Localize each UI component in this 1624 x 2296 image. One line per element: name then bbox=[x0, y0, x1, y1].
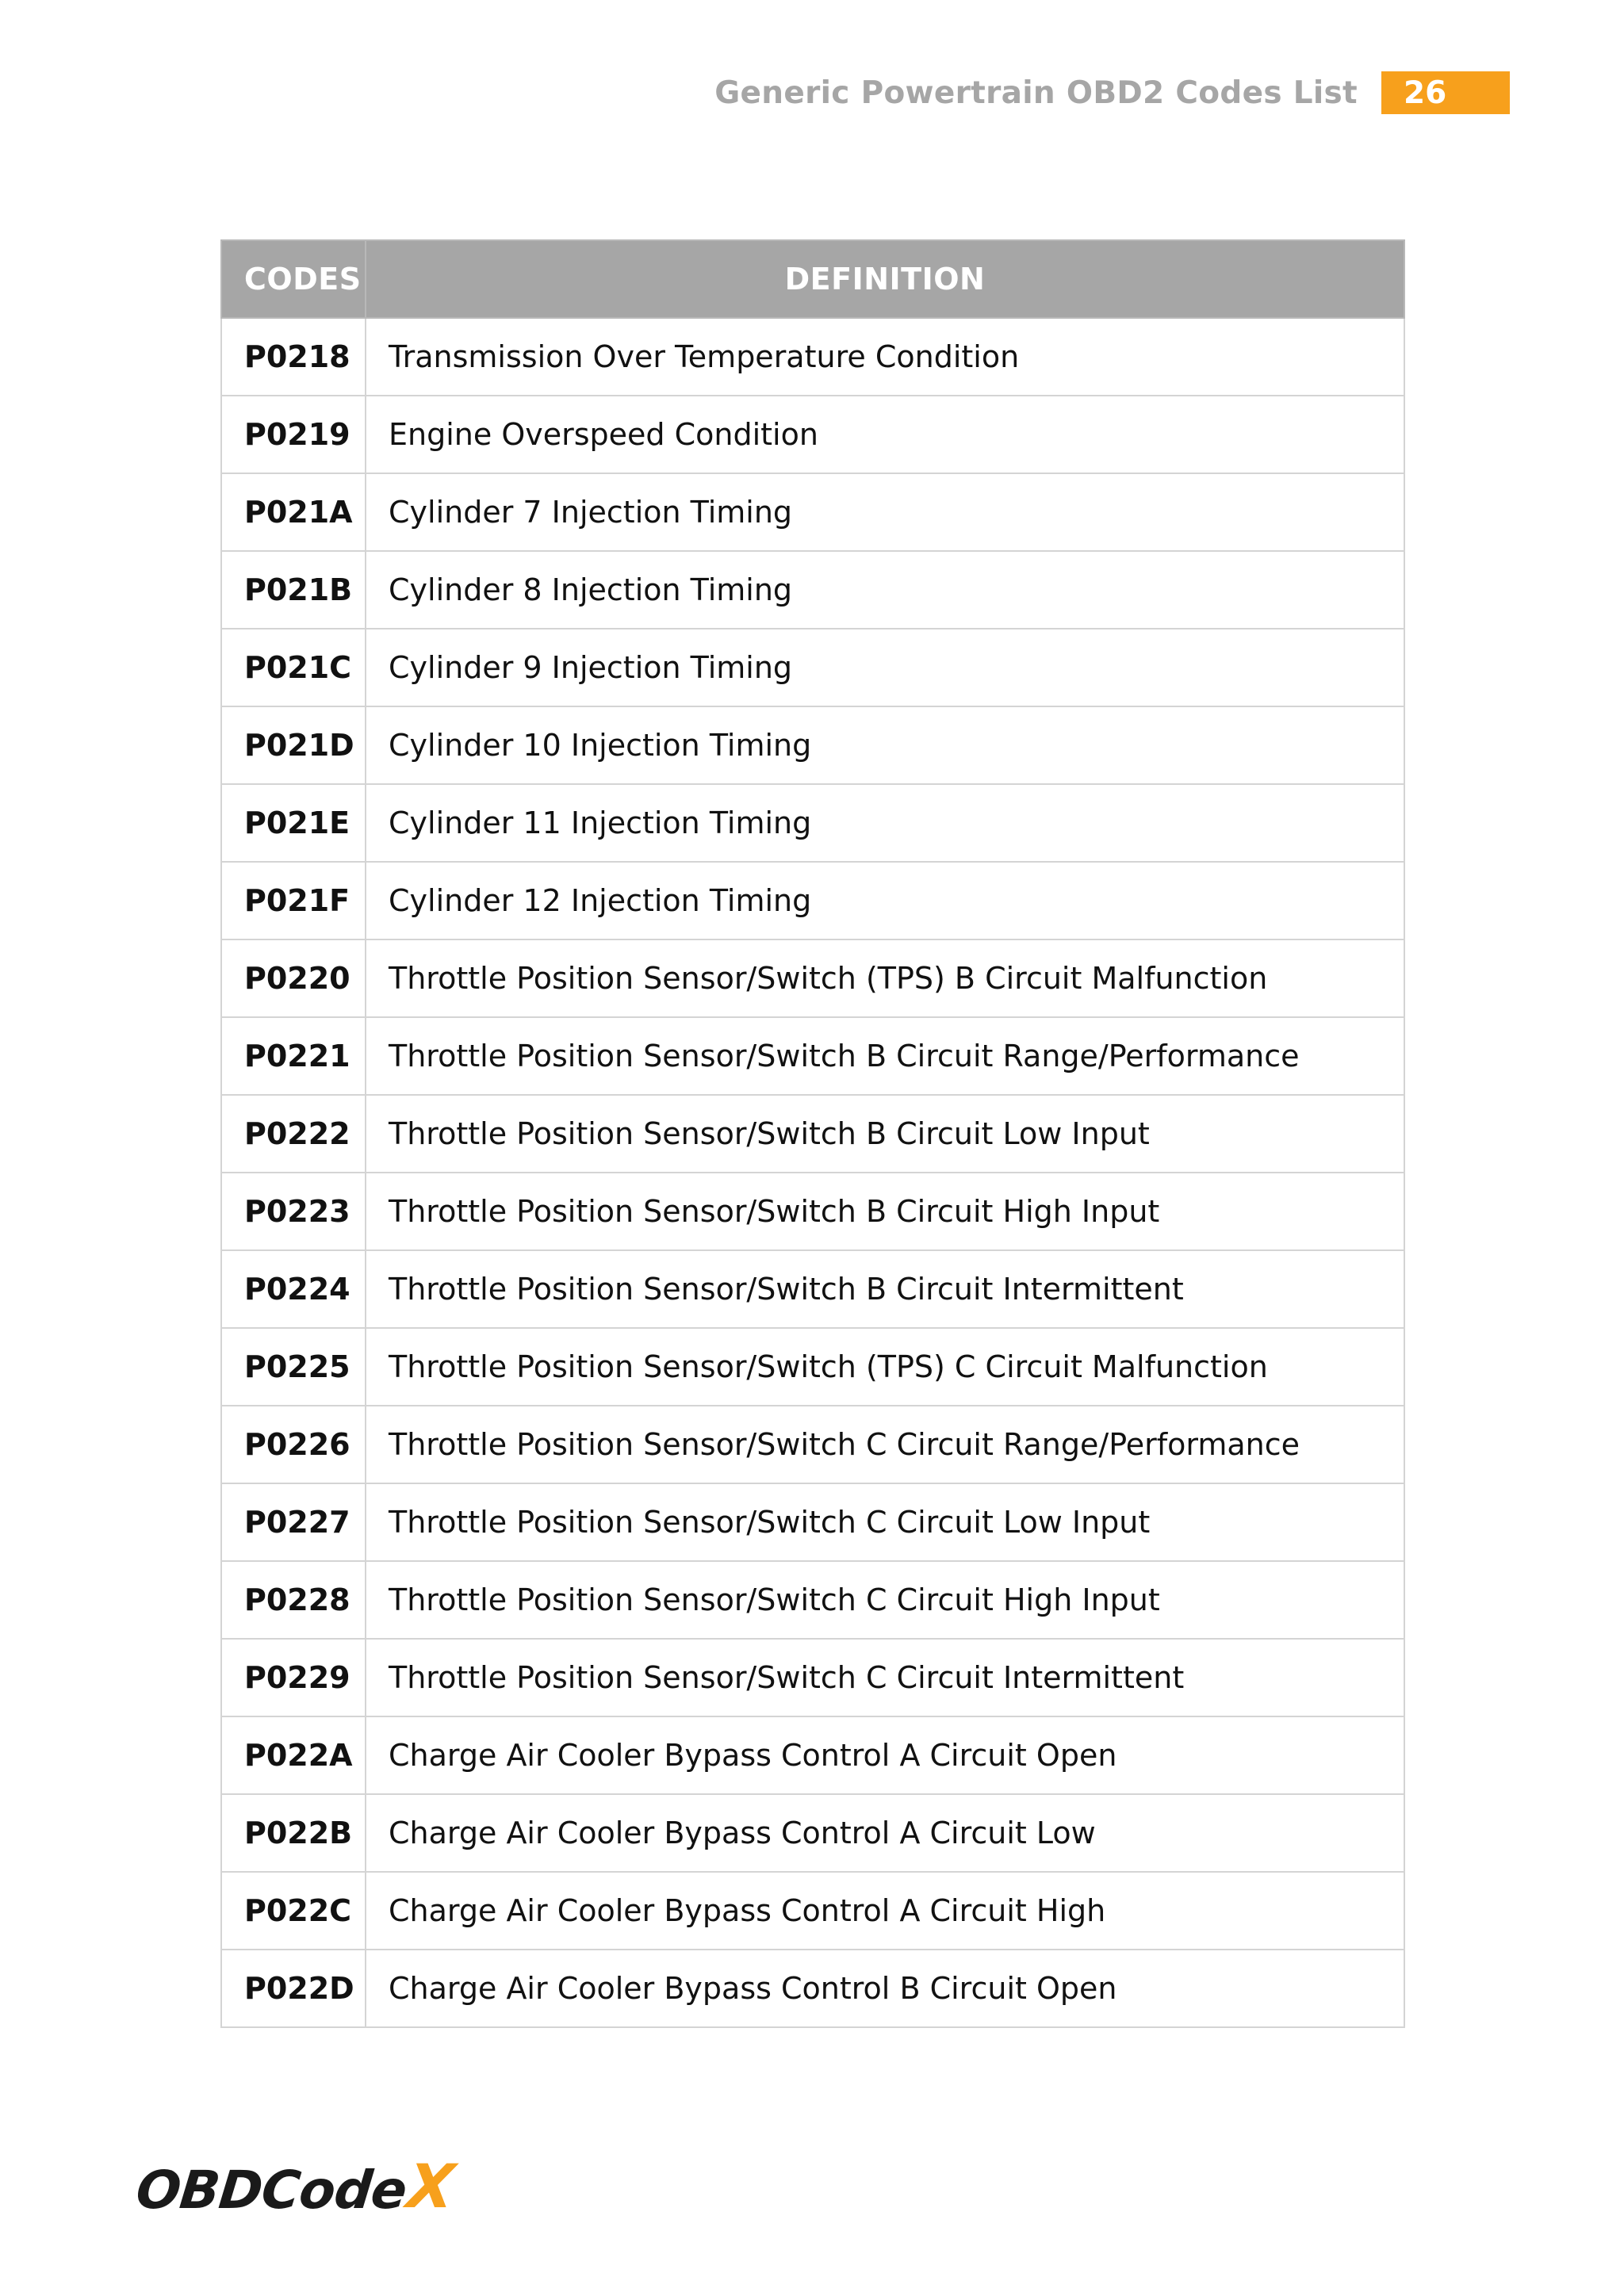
definition-cell: Throttle Position Sensor/Switch C Circuit Intermittent bbox=[366, 1639, 1404, 1716]
definition-cell: Cylinder 8 Injection Timing bbox=[366, 551, 1404, 629]
code-cell: P021F bbox=[221, 862, 366, 939]
obdcodex-logo bbox=[133, 2145, 458, 2221]
definition-cell: Engine Overspeed Condition bbox=[366, 396, 1404, 473]
code-cell: P0222 bbox=[221, 1095, 366, 1173]
table-row bbox=[221, 396, 1404, 473]
table-row bbox=[221, 1483, 1404, 1561]
definition-cell: Throttle Position Sensor/Switch (TPS) C Circuit Malfunction bbox=[366, 1328, 1404, 1406]
column-header-definition: DEFINITION bbox=[366, 240, 1404, 318]
definition-cell: Throttle Position Sensor/Switch B Circuit Low Input bbox=[366, 1095, 1404, 1173]
table-row bbox=[221, 862, 1404, 939]
code-cell: P0227 bbox=[221, 1483, 366, 1561]
document-title: Generic Powertrain OBD2 Codes List bbox=[714, 75, 1358, 111]
definition-cell: Cylinder 7 Injection Timing bbox=[366, 473, 1404, 551]
definition-cell: Throttle Position Sensor/Switch (TPS) B Circuit Malfunction bbox=[366, 939, 1404, 1017]
table-row bbox=[221, 1017, 1404, 1095]
table-row bbox=[221, 1716, 1404, 1794]
definition-cell: Throttle Position Sensor/Switch C Circuit Low Input bbox=[366, 1483, 1404, 1561]
code-cell: P0226 bbox=[221, 1406, 366, 1483]
table-row bbox=[221, 1561, 1404, 1639]
table-row bbox=[221, 473, 1404, 551]
logo-wordmark: OBDCode bbox=[133, 2160, 410, 2221]
code-cell: P021A bbox=[221, 473, 366, 551]
code-cell: P0220 bbox=[221, 939, 366, 1017]
table-row bbox=[221, 1095, 1404, 1173]
logo-x-mark: X bbox=[404, 2151, 458, 2221]
code-cell: P0223 bbox=[221, 1173, 366, 1250]
definition-cell: Throttle Position Sensor/Switch B Circuit Range/Performance bbox=[366, 1017, 1404, 1095]
table-row bbox=[221, 1250, 1404, 1328]
definition-cell: Charge Air Cooler Bypass Control A Circuit Low bbox=[366, 1794, 1404, 1872]
definition-cell: Cylinder 10 Injection Timing bbox=[366, 706, 1404, 784]
table-row bbox=[221, 1639, 1404, 1716]
table-header-row bbox=[221, 240, 1404, 318]
table-row bbox=[221, 1173, 1404, 1250]
table-row bbox=[221, 1406, 1404, 1483]
definition-cell: Charge Air Cooler Bypass Control A Circuit High bbox=[366, 1872, 1404, 1950]
code-cell: P0221 bbox=[221, 1017, 366, 1095]
definition-cell: Cylinder 12 Injection Timing bbox=[366, 862, 1404, 939]
table-row bbox=[221, 551, 1404, 629]
code-cell: P0224 bbox=[221, 1250, 366, 1328]
definition-cell: Throttle Position Sensor/Switch B Circuit Intermittent bbox=[366, 1250, 1404, 1328]
column-header-codes: CODES bbox=[221, 240, 366, 318]
code-cell: P022A bbox=[221, 1716, 366, 1794]
definition-cell: Transmission Over Temperature Condition bbox=[366, 318, 1404, 396]
table-row bbox=[221, 1794, 1404, 1872]
table-row bbox=[221, 939, 1404, 1017]
table-row bbox=[221, 1328, 1404, 1406]
code-cell: P0229 bbox=[221, 1639, 366, 1716]
table-row bbox=[221, 1872, 1404, 1950]
code-cell: P022B bbox=[221, 1794, 366, 1872]
definition-cell: Charge Air Cooler Bypass Control B Circuit Open bbox=[366, 1950, 1404, 2027]
table-row bbox=[221, 1950, 1404, 2027]
table-row bbox=[221, 706, 1404, 784]
code-cell: P021E bbox=[221, 784, 366, 862]
definition-cell: Throttle Position Sensor/Switch C Circuit High Input bbox=[366, 1561, 1404, 1639]
definition-cell: Throttle Position Sensor/Switch C Circuit Range/Performance bbox=[366, 1406, 1404, 1483]
definition-cell: Cylinder 11 Injection Timing bbox=[366, 784, 1404, 862]
table-row bbox=[221, 629, 1404, 706]
definition-cell: Throttle Position Sensor/Switch B Circuit High Input bbox=[366, 1173, 1404, 1250]
code-cell: P0218 bbox=[221, 318, 366, 396]
definition-cell: Charge Air Cooler Bypass Control A Circuit Open bbox=[366, 1716, 1404, 1794]
code-cell: P022D bbox=[221, 1950, 366, 2027]
code-cell: P0219 bbox=[221, 396, 366, 473]
code-cell: P021D bbox=[221, 706, 366, 784]
definition-cell: Cylinder 9 Injection Timing bbox=[366, 629, 1404, 706]
table-row bbox=[221, 318, 1404, 396]
page-number-badge: 26 bbox=[1381, 71, 1510, 114]
code-cell: P0228 bbox=[221, 1561, 366, 1639]
table-row bbox=[221, 784, 1404, 862]
page-header bbox=[714, 71, 1510, 114]
code-cell: P022C bbox=[221, 1872, 366, 1950]
code-cell: P021B bbox=[221, 551, 366, 629]
code-cell: P021C bbox=[221, 629, 366, 706]
code-cell: P0225 bbox=[221, 1328, 366, 1406]
obd-codes-table bbox=[220, 239, 1405, 2028]
table-body bbox=[221, 318, 1404, 2027]
